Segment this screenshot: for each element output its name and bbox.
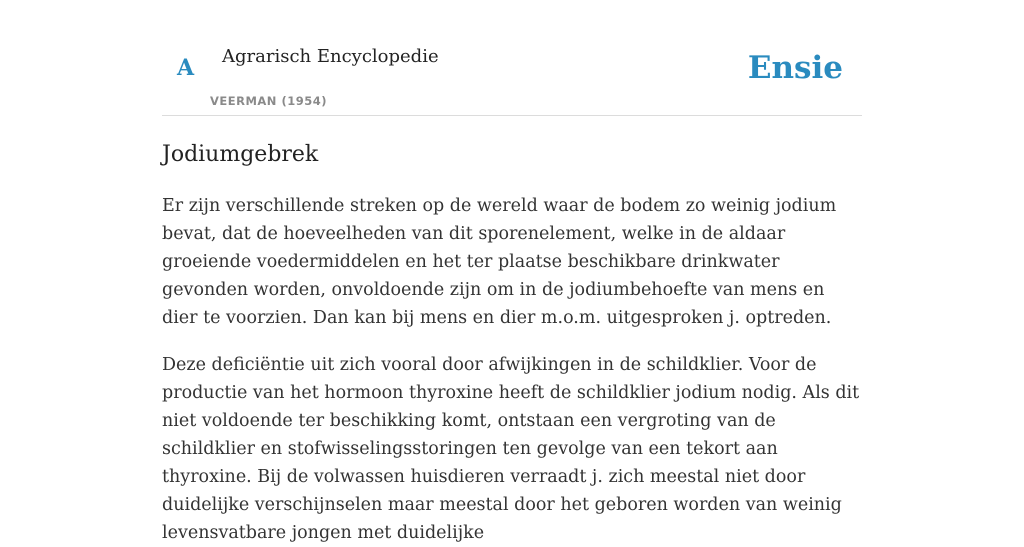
book-author: VEERMAN (1954) xyxy=(210,94,327,108)
book-title-link[interactable]: Agrarisch Encyclopedie xyxy=(222,46,439,67)
header xyxy=(162,0,862,116)
entry-paragraph: Er zijn verschillende streken op de wereld waar de bodem zo weinig jodium bevat, dat de hoeveelheden van dit sporenelement, welke in de aldaar groeiende voedermiddelen en het ter plaatse beschikbare drinkwater gevonden worden, onvoldoende zijn om in de jodiumbehoefte van mens en dier te voorzien. Dan kan bij mens en dier m.o.m. uitgesproken j. optreden. xyxy=(162,196,837,328)
page xyxy=(162,0,862,547)
entry-title: Jodiumgebrek xyxy=(162,142,319,167)
book-logo-icon[interactable]: A xyxy=(177,55,195,81)
entry-paragraph: Deze deficiëntie uit zich vooral door afwijkingen in de schildklier. Voor de productie van het hormoon thyroxine heeft de schildklier jodium nodig. Als dit niet voldoende ter beschikking komt, ontstaan een vergroting van de schildklier en stofwisselingsstoringen ten gevolge van een tekort aan thyroxine. Bij de volwassen huisdieren verraadt j. zich meestal niet door duidelijke verschijnselen maar meestal door het geboren worden van weinig levensvatbare jongen met duidelijke xyxy=(162,355,860,543)
brand-logo-link[interactable]: Ensie xyxy=(747,50,843,86)
